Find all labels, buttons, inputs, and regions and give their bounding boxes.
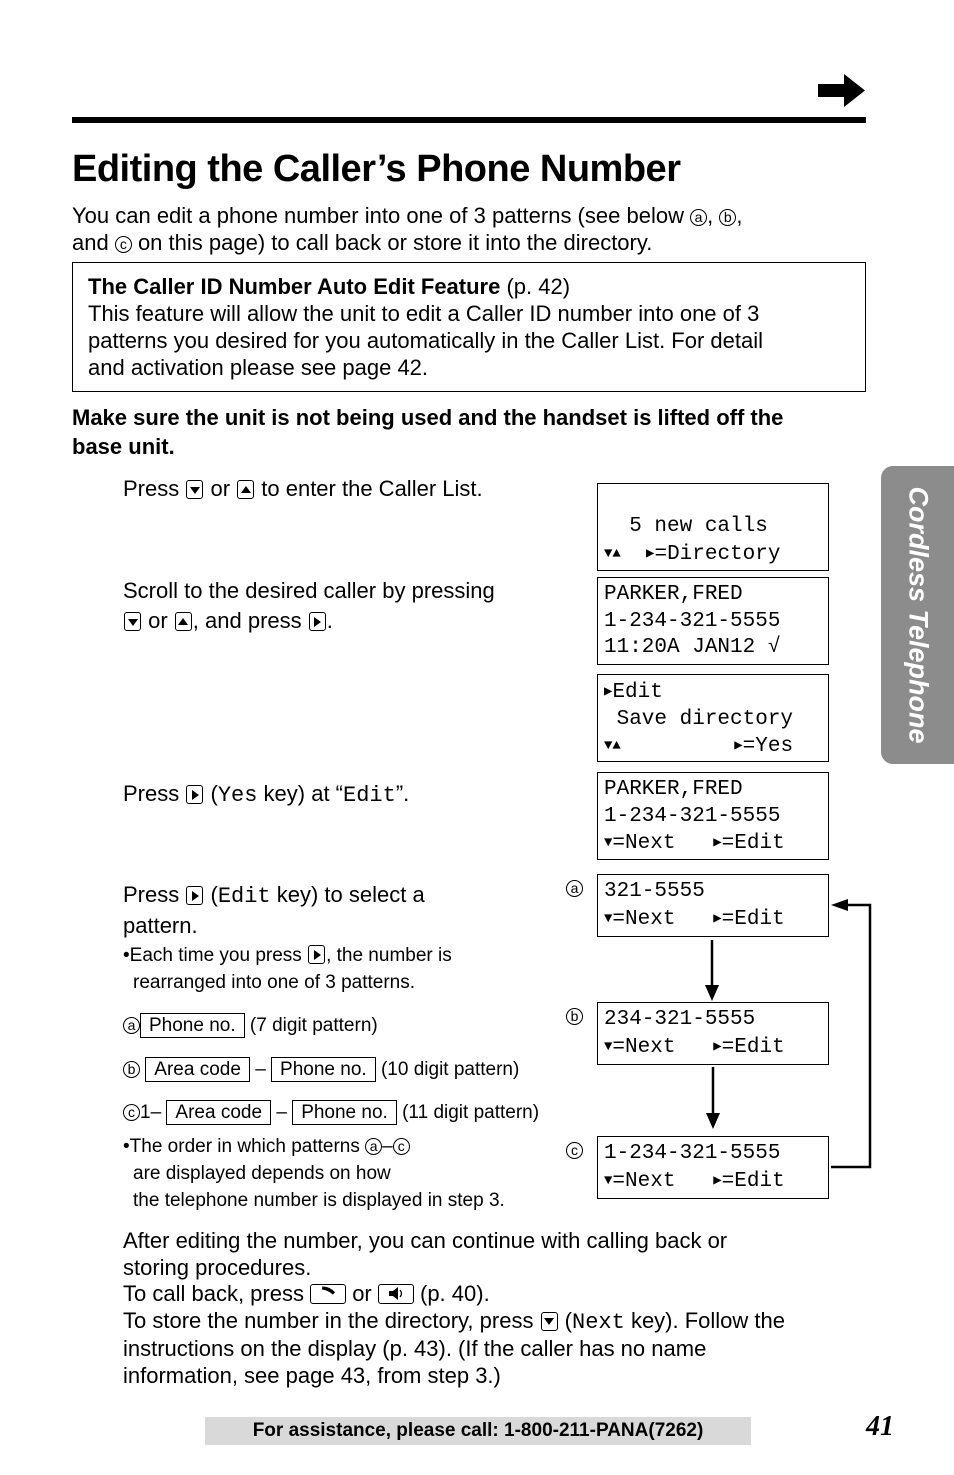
up-key-icon: [237, 480, 254, 499]
down-key-icon: [541, 1312, 558, 1331]
after-text: After editing the number, you can continue with calling back or storing procedures. To call back, press or (p. 40). To store the number in the directory, press (Next key). Follow the instructions on the display (p. 43). (If the caller has no name information, see page 43, from step 3.): [123, 1228, 785, 1388]
speakerphone-key-icon: [378, 1284, 414, 1304]
phone-no-label: Phone no.: [271, 1057, 376, 1082]
marker-b: b: [719, 209, 736, 226]
warning-text: Make sure the unit is not being used and the handset is lifted off the base unit.: [72, 405, 784, 459]
marker-c-display: c: [566, 1137, 583, 1164]
step-2: Scroll to the desired caller by pressing or , and press .: [123, 578, 495, 633]
feature-box: The Caller ID Number Auto Edit Feature (p. 42) This feature will allow the unit to edit a Caller ID number into one of 3 patterns you desired for you automatically in the Caller List. For detail and activation please see page 42.: [72, 262, 866, 392]
area-code-label: Area code: [166, 1100, 271, 1125]
pattern-b: b Area code – Phone no. (10 digit pattern): [123, 1056, 519, 1083]
assistance-banner: For assistance, please call: 1-800-211-PANA(7262): [205, 1417, 751, 1445]
display-caller-entry: PARKER,FRED 1-234-321-5555 11:20A JAN12 √: [597, 577, 829, 665]
display-pattern-a: 321-5555 ▼=Next ▶=Edit: [597, 874, 829, 937]
up-key-icon: [175, 612, 192, 631]
right-key-icon: [186, 785, 203, 804]
display-caller-edit: PARKER,FRED 1-234-321-5555 ▼=Next ▶=Edit: [597, 772, 829, 860]
side-tab: Cordless Telephone: [881, 466, 954, 764]
step-1: Press or to enter the Caller List.: [123, 476, 483, 501]
step-4-note: •Each time you press , the number is rearranged into one of 3 patterns.: [123, 945, 452, 993]
marker-a-display: a: [566, 875, 583, 902]
right-key-icon: [309, 612, 326, 631]
display-new-calls: 5 new calls ▼▲ ▶=Directory: [597, 483, 829, 571]
marker-c: c: [115, 236, 132, 253]
page-number: 41: [866, 1411, 894, 1442]
phone-no-label: Phone no.: [140, 1013, 245, 1038]
order-note: •The order in which patterns a – c are displayed depends on how the telephone number is displayed in step 3.: [123, 1136, 505, 1211]
right-arrow-icon: [818, 74, 866, 108]
down-key-icon: [124, 612, 141, 631]
flow-arrows: [700, 895, 880, 1170]
display-pattern-b: 234-321-5555 ▼=Next ▶=Edit: [597, 1002, 829, 1065]
page-title: Editing the Caller’s Phone Number: [72, 148, 681, 190]
right-key-icon: [308, 945, 325, 964]
area-code-label: Area code: [145, 1057, 250, 1082]
down-key-icon: [186, 480, 203, 499]
marker-b-display: b: [566, 1003, 583, 1030]
intro-text: You can edit a phone number into one of 3 patterns (see below a , b , and c on this page) to call back or store it into the directory.: [72, 203, 743, 255]
pattern-c: c 1– Area code – Phone no. (11 digit pattern): [123, 1099, 539, 1126]
display-edit-menu: ▶Edit Save directory ▼▲ ▶=Yes: [597, 674, 829, 762]
talk-key-icon: [310, 1284, 346, 1304]
header-rule: [72, 117, 866, 123]
step-3: Press (Yes key) at “Edit”.: [123, 781, 410, 808]
right-key-icon: [186, 886, 203, 905]
step-4: Press (Edit key) to select a pattern.: [123, 882, 425, 938]
display-pattern-c: 1-234-321-5555 ▼=Next ▶=Edit: [597, 1136, 829, 1199]
marker-a: a: [690, 209, 707, 226]
pattern-a: a Phone no. (7 digit pattern): [123, 1012, 378, 1039]
phone-no-label: Phone no.: [292, 1100, 397, 1125]
